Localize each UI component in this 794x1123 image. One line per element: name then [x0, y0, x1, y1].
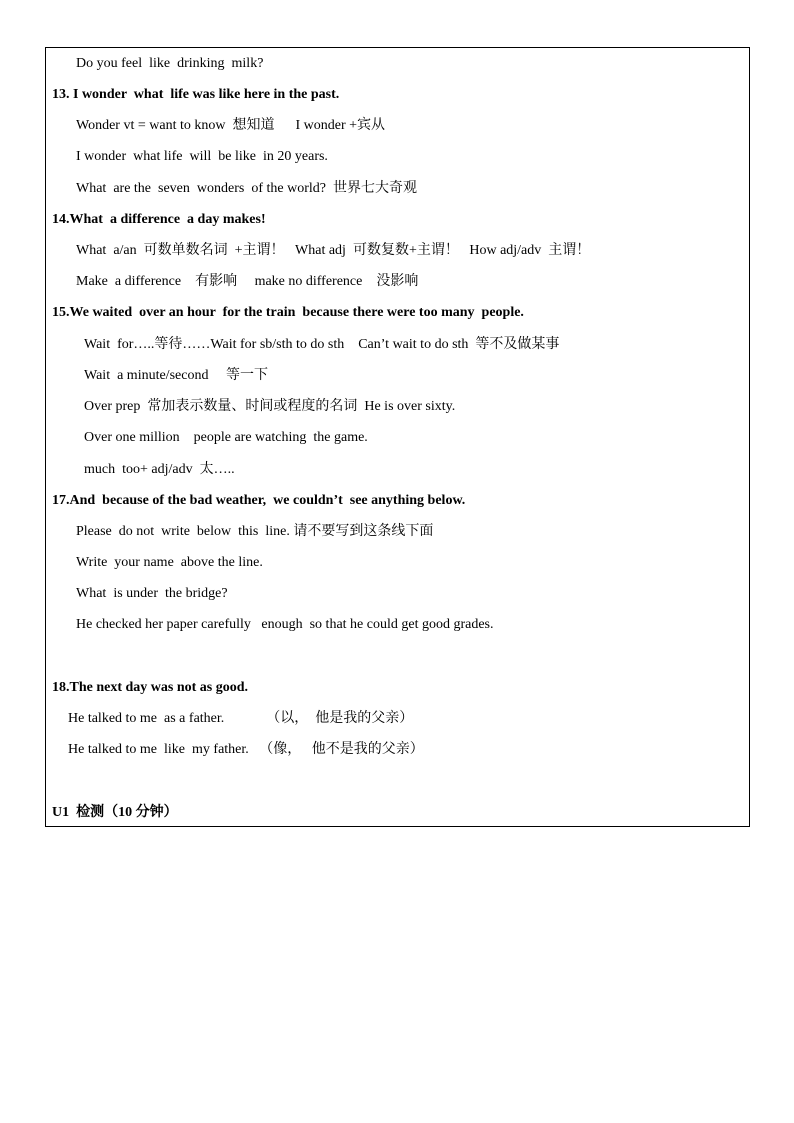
sentence-heading-17: 17.And because of the bad weather, we couldn’t see anything below.: [52, 493, 466, 508]
example-line: Wait for…..等待……Wait for sb/sth to do sth Can’t wait to do sth 等不及做某事: [84, 337, 560, 352]
section-footer-title: U1 检测（10 分钟）: [52, 805, 178, 820]
example-line: Please do not write below this line. 请不要写到这条线下面: [76, 524, 434, 539]
example-line: Make a difference 有影响 make no difference 没影响: [76, 274, 419, 289]
example-line: Over prep 常加表示数量、时间或程度的名词 He is over sixty.: [84, 399, 456, 414]
example-line: Wonder vt = want to know 想知道 I wonder +宾从: [76, 118, 386, 133]
example-line: I wonder what life will be like in 20 years.: [76, 149, 328, 164]
example-line: Wait a minute/second 等一下: [84, 368, 268, 383]
example-line: What are the seven wonders of the world? 世界七大奇观: [76, 181, 417, 196]
example-line: He checked her paper carefully enough so that he could get good grades.: [76, 617, 494, 632]
example-line: What is under the bridge?: [76, 586, 228, 601]
sentence-heading-15: 15.We waited over an hour for the train because there were too many people.: [52, 305, 524, 320]
example-line: He talked to me as a father. （以， 他是我的父亲）: [68, 711, 414, 726]
sentence-heading-18: 18.The next day was not as good.: [52, 680, 249, 695]
sentence-heading-14: 14.What a difference a day makes!: [52, 212, 266, 227]
example-line: Over one million people are watching the game.: [84, 430, 368, 445]
sentence-heading-13: 13. I wonder what life was like here in the past.: [52, 87, 340, 102]
example-line: What a/an 可数单数名词 +主谓！ What adj 可数复数+主谓！ How adj/adv 主谓！: [76, 243, 591, 258]
example-line: He talked to me like my father. （像， 他不是我的父亲）: [68, 742, 424, 757]
example-line: Write your name above the line.: [76, 555, 263, 570]
example-line: much too+ adj/adv 太…..: [84, 462, 235, 477]
example-line: Do you feel like drinking milk?: [76, 56, 264, 71]
